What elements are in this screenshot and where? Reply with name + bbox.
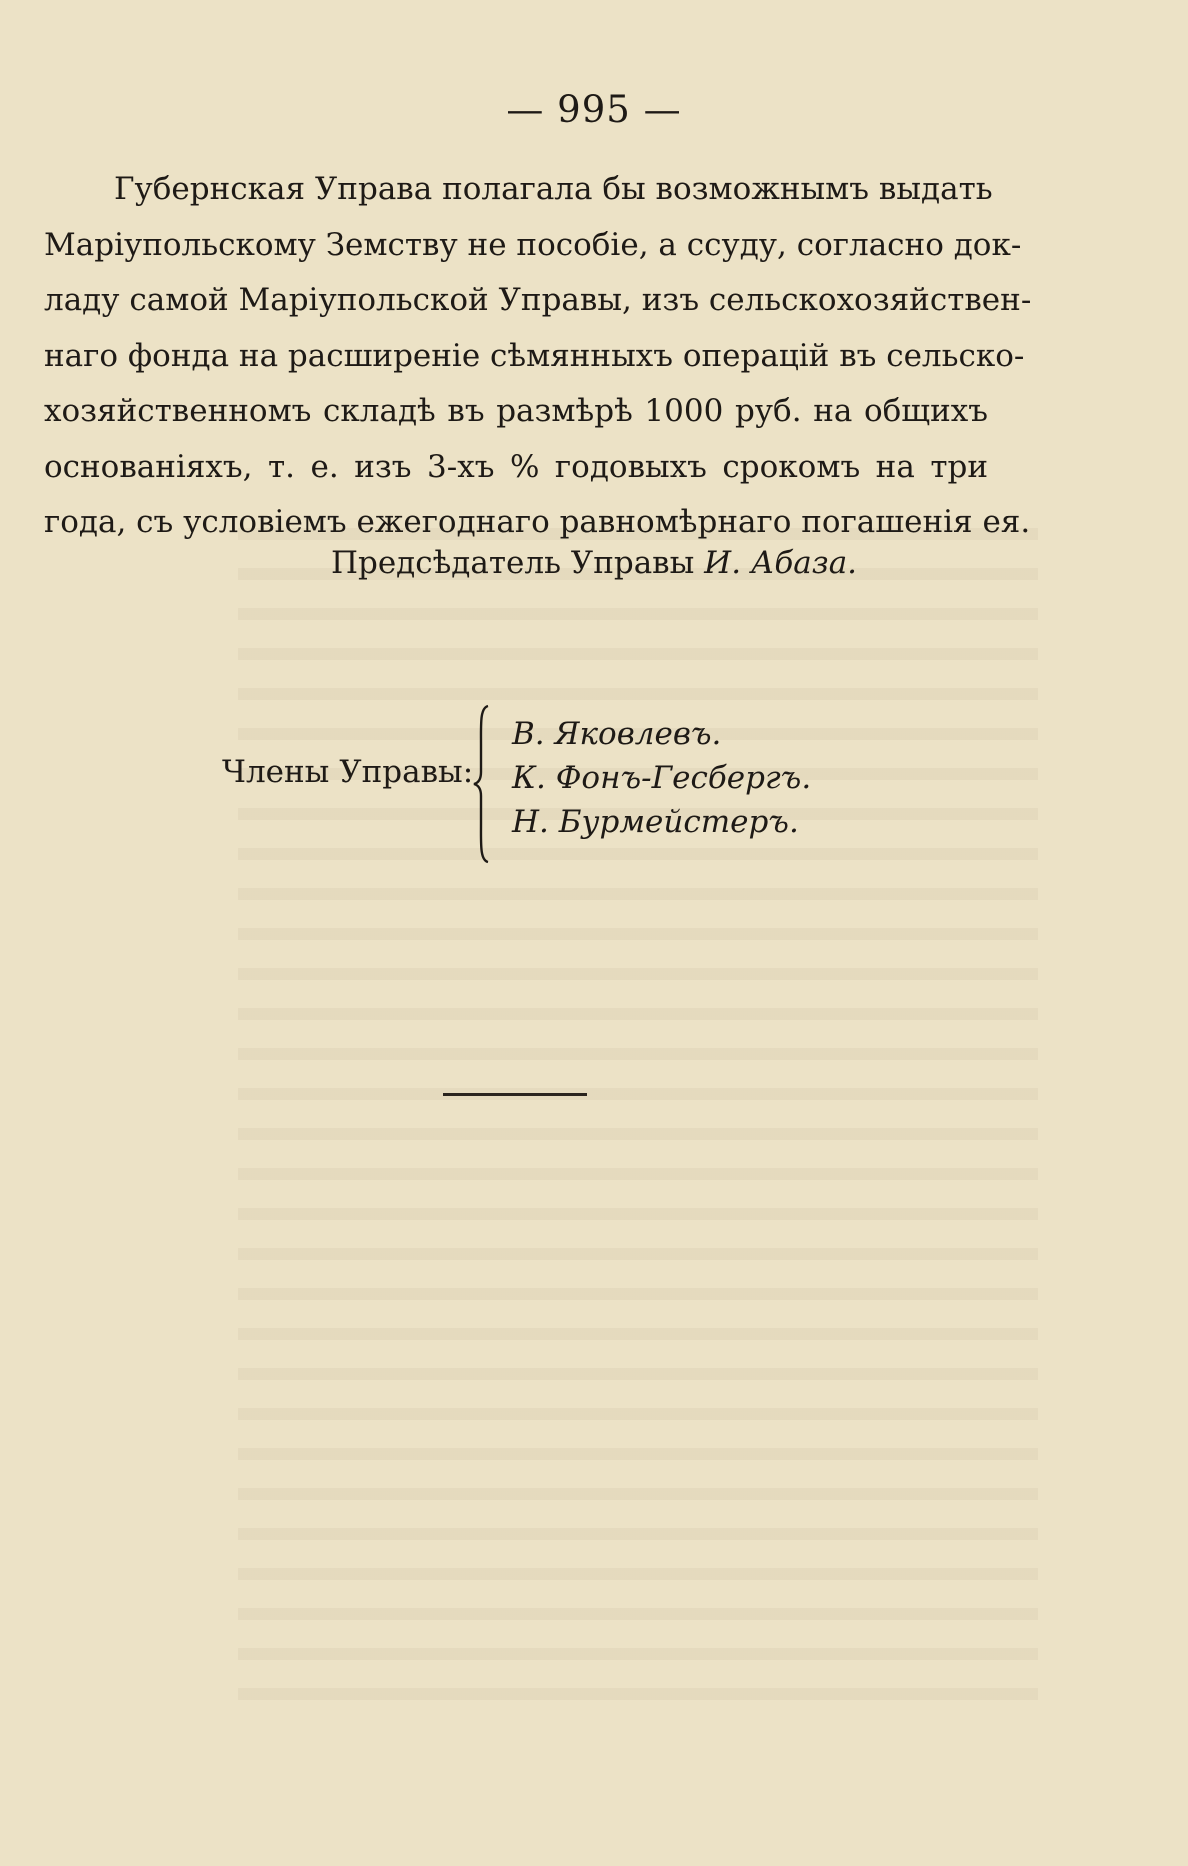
body-paragraph <box>44 162 1032 551</box>
curly-brace-icon <box>472 704 492 864</box>
horizontal-rule <box>443 1093 587 1096</box>
member-name: В. Яковлевъ. <box>512 716 722 752</box>
chairman-name: И. Абаза. <box>704 545 858 581</box>
paragraph-line: года, съ условіемъ ежегоднаго равномѣрнаго погашенія ея. <box>44 504 1031 540</box>
paragraph-line: ладу самой Маріупольской Управы, изъ сельскохозяйствен- <box>44 282 1032 318</box>
members-list <box>512 712 811 844</box>
member-name: Н. Бурмейстеръ. <box>512 804 799 840</box>
chairman-title: Предсѣдатель Управы <box>330 545 695 581</box>
board-members-block <box>0 712 1188 872</box>
bleed-through-texture <box>238 500 1038 1700</box>
chairman-signature <box>0 545 1188 581</box>
paragraph-line: Губернская Управа полагала бы возможнымъ выдать <box>114 171 993 207</box>
paragraph-line: Маріупольскому Земству не пособіе, а ссуду, согласно док- <box>44 226 1022 263</box>
paragraph-line: наго фонда на расширеніе сѣмянныхъ операцій въ сельско- <box>44 337 1025 374</box>
paragraph-line: основаніяхъ, т. е. изъ 3-хъ % годовыхъ срокомъ на три <box>44 448 988 485</box>
page-number: — 995 — <box>506 88 682 131</box>
paragraph-line: хозяйственномъ складѣ въ размѣрѣ 1000 руб. на общихъ <box>44 393 988 429</box>
members-label: Члены Управы: <box>222 754 474 790</box>
member-name: К. Фонъ-Гесбергъ. <box>512 760 812 796</box>
